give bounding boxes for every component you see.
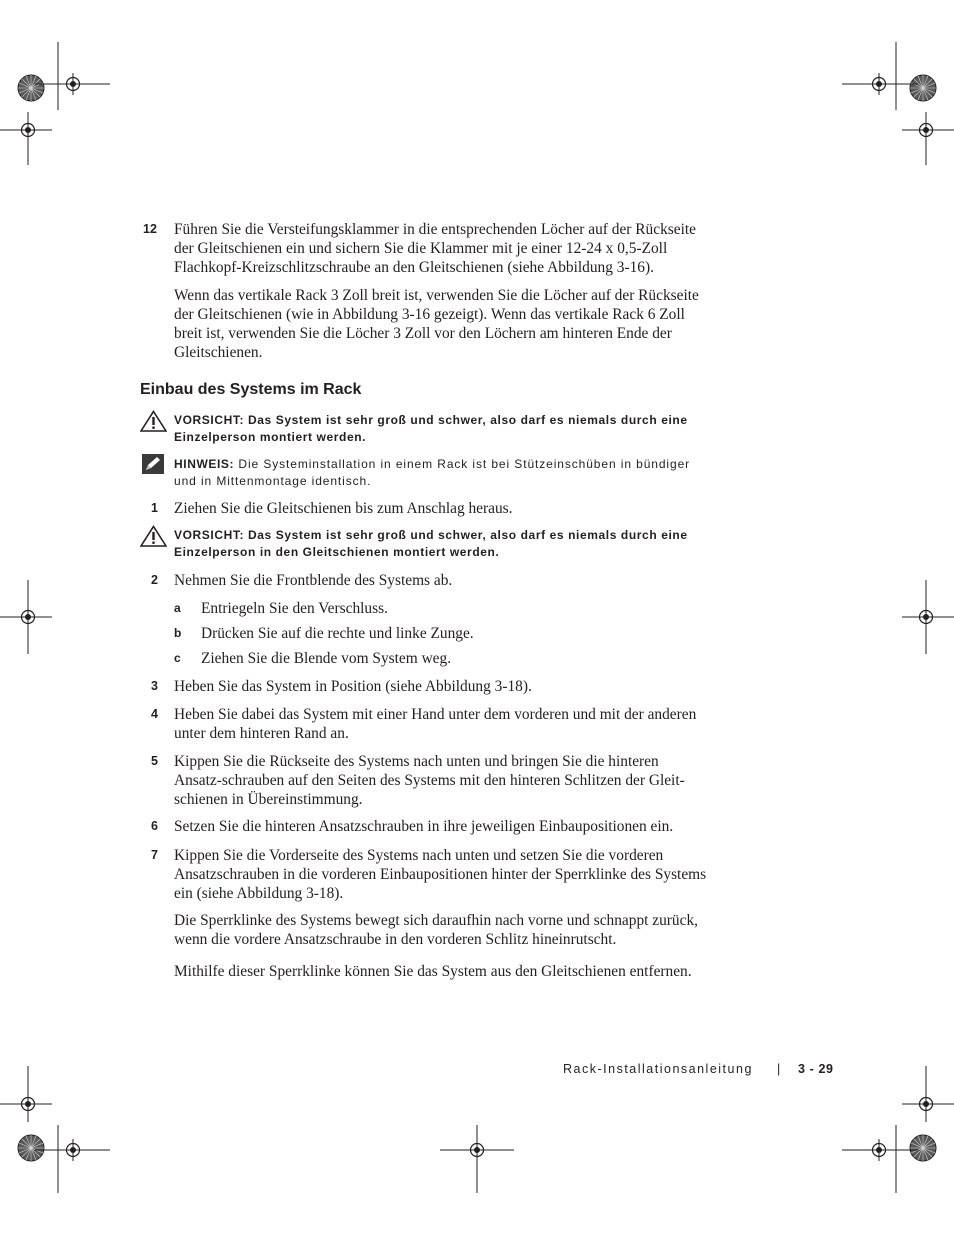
note-text: Die Systeminstallation in einem Rack ist bei Stützeinschüben in bündiger xyxy=(234,457,691,471)
step-1-text: Ziehen Sie die Gleitschienen bis zum Anschlag heraus. xyxy=(174,500,513,517)
crosshair-icon xyxy=(466,1139,488,1161)
text-line: Wenn das vertikale Rack 3 Zoll breit ist, verwenden Sie die Löcher auf der Rückseite xyxy=(174,287,699,304)
text-line: Flachkopf-Kreizschlitzschraube an den Gleitschienen (siehe Abbildung 3-16). xyxy=(174,259,654,276)
step-number-3: 3 xyxy=(151,679,158,693)
note-label: HINWEIS: xyxy=(174,457,235,471)
step-12-paragraph xyxy=(174,286,699,362)
caution-line: Einzelperson montiert werden. xyxy=(174,430,367,444)
step-12-text xyxy=(174,220,696,277)
crosshair-icon xyxy=(915,119,937,141)
step-number-6: 6 xyxy=(151,819,158,833)
text-line: ein (siehe Abbildung 3-18). xyxy=(174,885,344,902)
text-line: Heben Sie dabei das System mit einer Hand unter dem vorderen und mit der anderen xyxy=(174,706,697,723)
crosshair-icon xyxy=(17,606,39,628)
registration-star-icon xyxy=(910,75,936,101)
crosshair-icon xyxy=(915,1093,937,1115)
text-line: Kippen Sie die Vorderseite des Systems nach unten und setzen Sie die vorderen xyxy=(174,847,664,864)
note-block xyxy=(174,456,690,490)
step-number-2: 2 xyxy=(151,573,158,587)
substep-letter-c: c xyxy=(174,651,181,665)
substep-c-text: Ziehen Sie die Blende vom System weg. xyxy=(201,650,452,667)
text-line: Gleitschienen. xyxy=(174,344,263,361)
step-number-12: 12 xyxy=(143,222,157,236)
footer-separator: | xyxy=(777,1062,782,1076)
crosshair-icon xyxy=(62,1139,84,1161)
step-number-4: 4 xyxy=(151,707,158,721)
step-7-paragraph-1 xyxy=(174,911,698,949)
text-line: unter dem hinteren Rand an. xyxy=(174,725,349,742)
substep-letter-b: b xyxy=(174,626,182,640)
text-line: Die Sperrklinke des Systems bewegt sich daraufhin nach vorne und schnappt zurück, xyxy=(174,912,698,929)
registration-star-icon xyxy=(18,75,44,101)
text-line: der Gleitschienen (wie in Abbildung 3-16 gezeigt). Wenn das vertikale Rack 6 Zoll xyxy=(174,306,685,323)
substep-a-text: Entriegeln Sie den Verschluss. xyxy=(201,600,388,617)
caution-1 xyxy=(174,412,688,446)
crosshair-icon xyxy=(868,73,890,95)
text-line: wenn die vordere Ansatzschraube in den vorderen Schlitz hineinrutscht. xyxy=(174,931,617,948)
substep-b-text: Drücken Sie auf die rechte und linke Zunge. xyxy=(201,625,474,642)
page-number: 3 - 29 xyxy=(798,1062,834,1076)
step-2-text: Nehmen Sie die Frontblende des Systems ab. xyxy=(174,572,453,589)
text-line: breit ist, verwenden Sie die Löcher 3 Zoll vor den Löchern am hinteren Ende der xyxy=(174,325,672,342)
step-number-5: 5 xyxy=(151,754,158,768)
warning-triangle-icon xyxy=(140,525,167,547)
warning-triangle-icon xyxy=(140,410,167,432)
crosshair-icon xyxy=(868,1139,890,1161)
crosshair-icon xyxy=(915,606,937,628)
text-line: Ansatz-schrauben auf den Seiten des Systems mit den hinteren Schlitzen der Gleit- xyxy=(174,772,685,789)
section-heading: Einbau des Systems im Rack xyxy=(140,381,362,398)
text-line: Ansatzschrauben in die vorderen Einbaupositionen hinter der Sperrklinke des Systems xyxy=(174,866,707,883)
step-number-1: 1 xyxy=(151,501,158,515)
caution-line: VORSICHT: Das System ist sehr groß und schwer, also darf es niemals durch eine xyxy=(174,528,688,542)
step-7-text xyxy=(174,846,706,903)
registration-star-icon xyxy=(910,1135,936,1161)
pencil-note-icon xyxy=(142,454,164,474)
caution-line: VORSICHT: Das System ist sehr groß und schwer, also darf es niemals durch eine xyxy=(174,413,688,427)
text-line: schienen in Übereinstimmung. xyxy=(174,791,363,808)
text-line: der Gleitschienen ein und sichern Sie die Klammer mit je einer 12-24 x 0,5-Zoll xyxy=(174,240,668,257)
text-line: Führen Sie die Versteifungsklammer in die entsprechenden Löcher auf der Rückseite xyxy=(174,221,696,238)
step-number-7: 7 xyxy=(151,848,158,862)
crosshair-icon xyxy=(17,1093,39,1115)
crosshair-icon xyxy=(62,73,84,95)
step-6-text: Setzen Sie die hinteren Ansatzschrauben in ihre jeweiligen Einbaupositionen ein. xyxy=(174,818,674,835)
step-3-text: Heben Sie das System in Position (siehe Abbildung 3-18). xyxy=(174,678,532,695)
registration-star-icon xyxy=(18,1135,44,1161)
caution-line: Einzelperson in den Gleitschienen montiert werden. xyxy=(174,545,500,559)
footer-title: Rack-Installationsanleitung xyxy=(563,1062,753,1076)
note-text: und in Mittenmontage identisch. xyxy=(174,474,372,488)
substep-letter-a: a xyxy=(174,601,181,615)
caution-2 xyxy=(174,527,688,561)
crosshair-icon xyxy=(17,119,39,141)
step-5-text xyxy=(174,752,685,809)
step-4-text xyxy=(174,705,696,743)
text-line: Kippen Sie die Rückseite des Systems nach unten und bringen Sie die hinteren xyxy=(174,753,659,770)
step-7-paragraph-2: Mithilfe dieser Sperrklinke können Sie das System aus den Gleitschienen entfernen. xyxy=(174,963,692,980)
